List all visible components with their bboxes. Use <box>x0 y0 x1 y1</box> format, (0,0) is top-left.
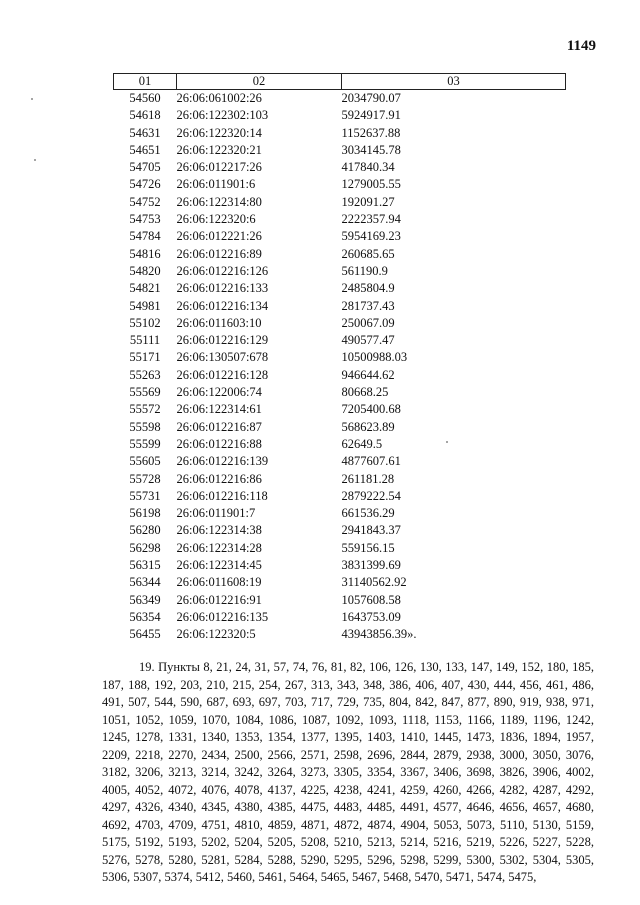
row-number-cell: 56349 <box>129 592 161 607</box>
cadastral-number-cell: 26:06:122314:28 <box>176 540 262 555</box>
value-cell: 2941843.37 <box>341 523 401 538</box>
table-row <box>114 211 566 228</box>
value-cell: 2879222.54 <box>341 488 401 503</box>
cadastral-number-cell: 26:06:011603:10 <box>176 315 262 330</box>
scan-speck <box>446 441 448 443</box>
cadastral-number-cell: 26:06:012216:139 <box>176 454 269 469</box>
value-cell: 3034145.78 <box>341 142 401 157</box>
row-number-cell: 56280 <box>129 523 161 538</box>
data-table <box>113 73 566 644</box>
value-cell: 561190.9 <box>341 263 388 278</box>
value-cell: 4877607.61 <box>341 454 401 469</box>
table-header-row <box>114 74 566 90</box>
cadastral-number-cell: 26:06:011901:6 <box>176 177 256 192</box>
row-number-cell: 54820 <box>129 263 161 278</box>
cadastral-number-cell: 26:06:130507:678 <box>176 350 269 365</box>
page-number: 1149 <box>566 38 596 54</box>
table-row <box>114 367 566 384</box>
cadastral-number-cell: 26:06:122314:38 <box>176 523 262 538</box>
table-row <box>114 557 566 574</box>
value-cell: 2034790.07 <box>341 91 401 105</box>
cadastral-number-cell: 26:06:012221:26 <box>176 229 262 244</box>
cadastral-number-cell: 26:06:122320:14 <box>176 125 262 140</box>
row-number-cell: 55728 <box>129 471 161 486</box>
table-row <box>114 453 566 470</box>
cadastral-number-cell: 26:06:012216:133 <box>176 281 269 296</box>
table-row <box>114 592 566 609</box>
table-row <box>114 298 566 315</box>
cadastral-number-cell: 26:06:122320:5 <box>176 627 256 642</box>
cadastral-number-cell: 26:06:122320:6 <box>176 212 256 227</box>
row-number-cell: 54618 <box>129 108 161 123</box>
row-number-cell: 54651 <box>129 142 161 157</box>
cadastral-number-cell: 26:06:012216:89 <box>176 246 262 261</box>
row-number-cell: 54821 <box>129 281 161 296</box>
value-cell: 559156.15 <box>341 540 395 555</box>
value-cell: 490577.47 <box>341 333 395 348</box>
cadastral-number-cell: 26:06:122314:61 <box>176 402 262 417</box>
value-cell: 1643753.09 <box>341 609 401 624</box>
cadastral-number-cell: 26:06:012216:86 <box>176 471 262 486</box>
table-row <box>114 488 566 505</box>
value-cell: 417840.34 <box>341 160 395 175</box>
row-number-cell: 55599 <box>129 436 161 451</box>
paragraph-item-19: 19. Пункты 8, 21, 24, 31, 57, 74, 76, 81, 82, 106, 126, 130, 133, 147, 149, 152, 180, 185, 187, 188, 192, 203, 210, 215, 254, 267, 313, 343, 348, 386, 406, 407, 430, 444, 456, 461, 486, 491, 507, 544, 590, 687, 693, 697, 703, 717, 729, 735, 804, 842, 847, 877, 890, 919, 938, 971, 1051, 1052, 1059, 1070, 1084, 1086, 1087, 1092, 1093, 1118, 1153, 1166, 1189, 1196, 1242, 1245, 1278, 1331, 1340, 1353, 1354, 1377, 1395, 1403, 1410, 1445, 1473, 1836, 1894, 1957, 2209, 2218, 2270, 2434, 2500, 2566, 2571, 2598, 2696, 2844, 2879, 2938, 3000, 3050, 3076, 3182, 3206, 3213, 3214, 3242, 3264, 3273, 3305, 3354, 3367, 3406, 3698, 3826, 3906, 4002, 4005, 4052, 4072, 4076, 4078, 4137, 4225, 4238, 4241, 4259, 4260, 4266, 4282, 4287, 4292, 4297, 4326, 4340, 4345, 4380, 4385, 4475, 4483, 4485, 4491, 4577, 4646, 4656, 4657, 4680, 4692, 4703, 4709, 4751, 4810, 4859, 4871, 4872, 4874, 4904, 5053, 5073, 5110, 5130, 5159, 5175, 5192, 5193, 5202, 5204, 5205, 5208, 5210, 5213, 5214, 5216, 5219, 5226, 5227, 5228, 5276, 5278, 5280, 5281, 5284, 5288, 5290, 5295, 5296, 5298, 5299, 5300, 5302, 5304, 5305, 5306, 5307, 5374, 5412, 5460, 5461, 5464, 5465, 5467, 5468, 5470, 5471, 5474, 5475, <box>102 660 594 884</box>
value-cell: 192091.27 <box>341 194 395 209</box>
cadastral-number-cell: 26:06:012216:134 <box>176 298 269 313</box>
row-number-cell: 55605 <box>129 454 161 469</box>
value-cell: 43943856.39». <box>341 627 417 642</box>
value-cell: 5954169.23 <box>341 229 401 244</box>
cadastral-number-cell: 26:06:011608:19 <box>176 575 262 590</box>
row-number-cell: 54726 <box>129 177 161 192</box>
value-cell: 250067.09 <box>341 315 395 330</box>
cadastral-number-cell: 26:06:012216:87 <box>176 419 262 434</box>
cadastral-number-cell: 26:06:012216:91 <box>176 592 262 607</box>
value-cell: 1057608.58 <box>341 592 401 607</box>
value-cell: 5924917.91 <box>341 108 401 123</box>
cadastral-number-cell: 26:06:012217:26 <box>176 160 262 175</box>
cadastral-number-cell: 26:06:012216:88 <box>176 436 262 451</box>
row-number-cell: 55111 <box>129 333 161 348</box>
row-number-cell: 55102 <box>129 315 161 330</box>
cadastral-number-cell: 26:06:012216:128 <box>176 367 269 382</box>
cadastral-number-cell: 26:06:061002:26 <box>176 91 262 105</box>
table-row <box>114 471 566 488</box>
row-number-cell: 54560 <box>129 91 161 105</box>
table-row <box>114 436 566 453</box>
value-cell: 568623.89 <box>341 419 395 434</box>
table-row <box>114 574 566 591</box>
cadastral-number-cell: 26:06:012216:118 <box>176 488 268 503</box>
table-row <box>114 246 566 263</box>
value-cell: 281737.43 <box>341 298 395 313</box>
row-number-cell: 55171 <box>129 350 161 365</box>
row-number-cell: 55598 <box>129 419 161 434</box>
row-number-cell: 56344 <box>129 575 161 590</box>
value-cell: 3831399.69 <box>341 558 401 573</box>
cadastral-number-cell: 26:06:122320:21 <box>176 142 262 157</box>
value-cell: 261181.28 <box>341 471 395 486</box>
table-row <box>114 315 566 332</box>
table-row <box>114 384 566 401</box>
table-row <box>114 194 566 211</box>
table-row <box>114 505 566 522</box>
column-header-01: 01 <box>114 74 177 90</box>
table-row <box>114 332 566 349</box>
cadastral-number-cell: 26:06:122006:74 <box>176 385 262 400</box>
table-row <box>114 522 566 539</box>
column-header-03: 03 <box>342 74 566 90</box>
row-number-cell: 56354 <box>129 609 161 624</box>
table-row <box>114 107 566 124</box>
value-cell: 7205400.68 <box>341 402 401 417</box>
value-cell: 2222357.94 <box>341 212 401 227</box>
table-row <box>114 142 566 159</box>
row-number-cell: 54752 <box>129 194 161 209</box>
value-cell: 10500988.03 <box>341 350 408 365</box>
cadastral-number-cell: 26:06:011901:7 <box>176 506 256 521</box>
table-row <box>114 349 566 366</box>
table-row <box>114 159 566 176</box>
table-row <box>114 626 566 643</box>
value-cell: 661536.29 <box>341 506 395 521</box>
table-body <box>114 90 566 644</box>
row-number-cell: 54816 <box>129 246 161 261</box>
scan-speck <box>31 98 33 100</box>
scan-speck <box>34 159 36 161</box>
cadastral-number-cell: 26:06:122302:103 <box>176 108 269 123</box>
value-cell: 62649.5 <box>341 436 383 451</box>
cadastral-number-cell: 26:06:012216:135 <box>176 609 269 624</box>
row-number-cell: 55569 <box>129 385 161 400</box>
value-cell: 2485804.9 <box>341 281 395 296</box>
row-number-cell: 54705 <box>129 160 161 175</box>
table-row <box>114 280 566 297</box>
table-row <box>114 263 566 280</box>
cadastral-number-cell: 26:06:122314:80 <box>176 194 262 209</box>
value-cell: 31140562.92 <box>341 575 407 590</box>
column-header-02: 02 <box>177 74 342 90</box>
row-number-cell: 55572 <box>129 402 161 417</box>
row-number-cell: 54981 <box>129 298 161 313</box>
cadastral-number-cell: 26:06:012216:126 <box>176 263 269 278</box>
cadastral-number-cell: 26:06:012216:129 <box>176 333 269 348</box>
table-row <box>114 90 566 108</box>
row-number-cell: 55263 <box>129 367 161 382</box>
table-row <box>114 176 566 193</box>
table-row <box>114 401 566 418</box>
value-cell: 260685.65 <box>341 246 395 261</box>
row-number-cell: 54753 <box>129 212 161 227</box>
row-number-cell: 56198 <box>129 506 161 521</box>
row-number-cell: 54631 <box>129 125 161 140</box>
cadastral-number-cell: 26:06:122314:45 <box>176 558 262 573</box>
value-cell: 1152637.88 <box>341 125 401 140</box>
row-number-cell: 54784 <box>129 229 161 244</box>
table-row <box>114 228 566 245</box>
row-number-cell: 55731 <box>129 488 161 503</box>
table-row <box>114 609 566 626</box>
row-number-cell: 56455 <box>129 627 161 642</box>
value-cell: 80668.25 <box>341 385 389 400</box>
table-row <box>114 419 566 436</box>
row-number-cell: 56298 <box>129 540 161 555</box>
row-number-cell: 56315 <box>129 558 161 573</box>
value-cell: 946644.62 <box>341 367 395 382</box>
table-row <box>114 125 566 142</box>
value-cell: 1279005.55 <box>341 177 401 192</box>
table-row <box>114 540 566 557</box>
